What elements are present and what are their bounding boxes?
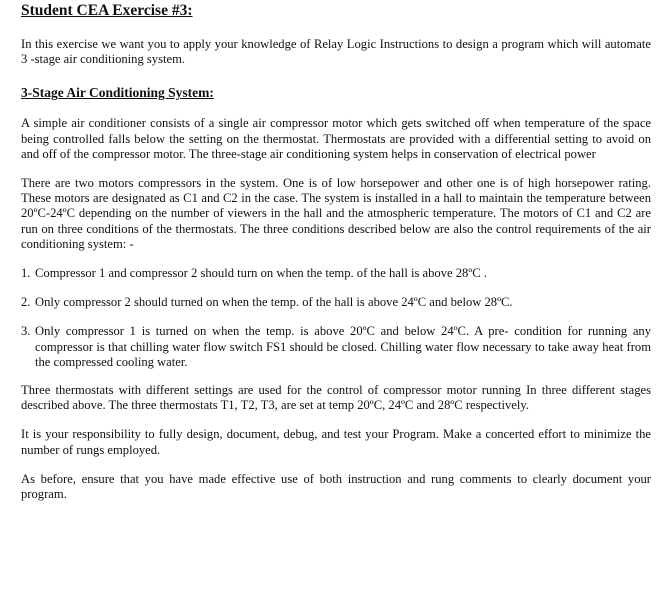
condition-text: Compressor 1 and compressor 2 should turn on when the temp. of the hall is above 28ºC . xyxy=(35,266,487,281)
condition-number: 1. xyxy=(21,266,31,281)
condition-item-3 xyxy=(21,324,651,370)
condition-text: Only compressor 2 should turned on when the temp. of the hall is above 24ºC and below 28ºC. xyxy=(35,295,513,310)
description-paragraph-1: A simple air conditioner consists of a single air compressor motor which gets switched off when temperature of the space being controlled falls below the setting on the thermostat. Thermostats are provided with a differential setting to avoid on and off of the compressor motor. The three-stage air conditioning system helps in conservation of electrical power xyxy=(21,116,651,161)
intro-paragraph: In this exercise we want you to apply your knowledge of Relay Logic Instructions to design a program which will automate 3 -stage air conditioning system. xyxy=(21,37,651,67)
condition-item-1 xyxy=(21,266,651,281)
exercise-title: Student CEA Exercise #3: xyxy=(21,2,193,19)
section-heading: 3-Stage Air Conditioning System: xyxy=(21,85,214,101)
condition-text: Only compressor 1 is turned on when the temp. is above 20ºC and below 24ºC. A pre- condition for running any compressor is that chilling water flow switch FS1 should be closed. Chilling water flow necessary to take away heat from the compressed cooling water. xyxy=(35,324,651,369)
thermostat-paragraph: Three thermostats with different settings are used for the control of compressor motor running In three different stages described above. The three thermostats T1, T2, T3, are set at temp 20ºC, 24ºC and 28ºC respectively. xyxy=(21,383,651,413)
document-page xyxy=(21,2,651,516)
condition-item-2 xyxy=(21,295,651,310)
comments-paragraph: As before, ensure that you have made effective use of both instruction and rung comments to clearly document your program. xyxy=(21,471,651,502)
condition-number: 3. xyxy=(21,324,31,339)
description-paragraph-2: There are two motors compressors in the system. One is of low horsepower and other one is of high horsepower rating. These motors are designated as C1 and C2 in the case. The system is installed in a hall to maintain the temperature between 20ºC-24ºC depending on the number of viewers in the hall and the atmospheric temperature. The motors of C1 and C2 are run on three conditions of the thermostats. The three conditions described below are also the control requirements of the air conditioning system: - xyxy=(21,176,651,251)
responsibility-paragraph: It is your responsibility to fully design, document, debug, and test your Program. Make a concerted effort to minimize the number of rungs employed. xyxy=(21,427,651,457)
condition-number: 2. xyxy=(21,295,31,310)
